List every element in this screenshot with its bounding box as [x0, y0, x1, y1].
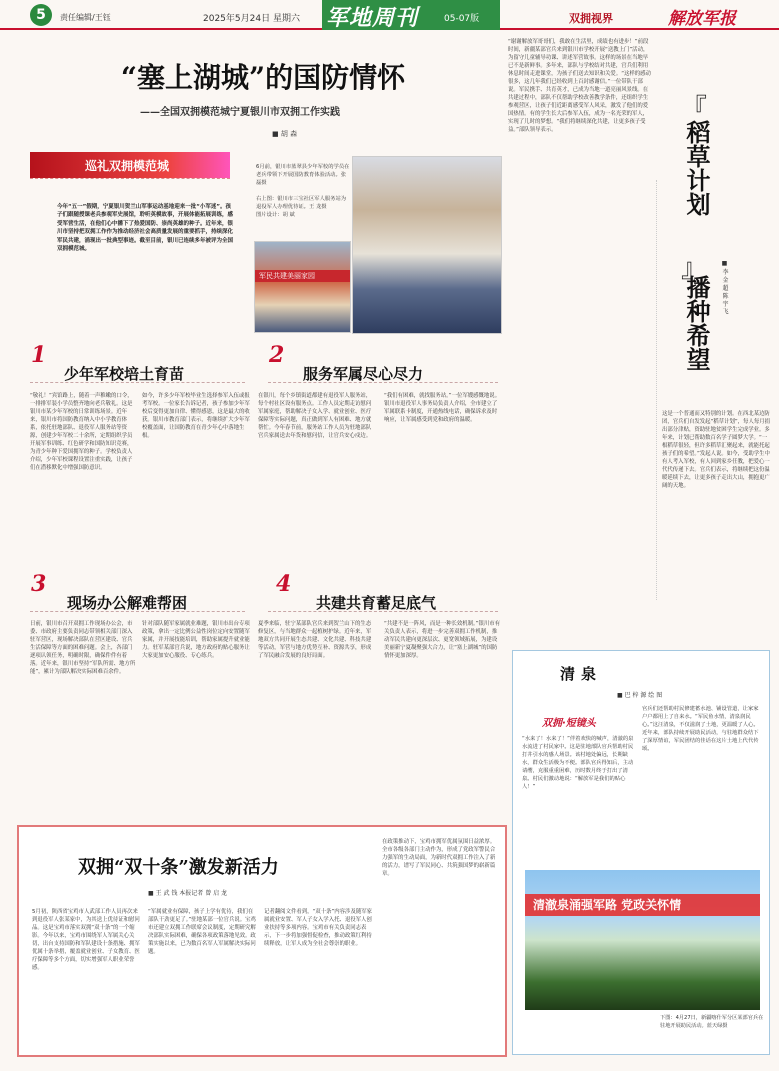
divider — [268, 611, 498, 612]
qingquan-byline: ■ 巴 梓 源 绘 图 — [617, 692, 663, 699]
section-title-3: 现场办公解难帮困 — [67, 594, 188, 612]
shuangshitiao-text-3: 记者翻阅文件看到，“双十条”内容涉及随军家属就业安置、军人子女入学入托、退役军人创业扶持等多项内容。宝鸡市有关负责同志表示，下一步将加强督促检查，推动政策红利持续释放，让军人成为全社会尊崇的职业。 — [264, 909, 373, 947]
qingquan-photo — [525, 870, 760, 1010]
section-name: 双拥视界 — [569, 12, 613, 25]
title-bracket-open: 『 — [681, 94, 708, 124]
feature-subtitle: ——全国双拥模范城宁夏银川市双拥工作实践 — [140, 107, 340, 118]
right-story-byline: ■ 李 金 超 陈 宇 飞 — [721, 260, 728, 315]
shuangshitiao-text-1: 5月初，陕西省宝鸡市人武部工作人员再次来到退役军人张某家中，为其送上优待证和慰问品。这是宝鸡市落实双拥“双十条”的一个缩影。今年以来，宝鸡市围绕军人军属关心关切，出台支持国防和军队建设十条措施、拥军优属十条举措，覆盖就业创业、子女教育、医疗保障等多个方面，切实增强军人职业荣誉感。 — [32, 909, 140, 971]
divider — [268, 382, 498, 383]
series-banner — [30, 152, 230, 178]
feature-photo-small — [254, 241, 351, 333]
qingquan-text-2: 官兵们还帮助村民修建蓄水池、铺设管道，让家家户户都用上了自来水。“军民鱼水情，清泉润民心。”这汪清泉，不仅滋润了土地，更温暖了人心。近年来，部队持续开展助民活动，与驻地群众结下了深厚情谊，军民团结的佳话在这片土地上代代传颂。 — [642, 706, 759, 752]
divider — [30, 611, 245, 612]
column-divider — [656, 180, 657, 600]
right-story-text-2: 这是一个普通而又特别的计划。在西北某边防团，官兵们自发发起“稻草计划”，每人每月捐出部分津贴，资助驻地贫困学生完成学业。多年来，计划已帮助数百名学子圆梦大学。“一根稻草很轻，但许多稻草汇聚起来，就能托起孩子们的希望。”发起人说。如今，受助学生中有人考入军校，有人回到家乡任教，把爱心一代代传递下去。官兵们表示，将继续把这份温暖延续下去，让更多孩子走出大山，拥抱更广阔的天地。 — [662, 411, 771, 489]
section-title-2: 服务军属尽心尽力 — [303, 365, 424, 383]
photo-banner-text: 军民共建美丽家园 — [259, 272, 315, 280]
section-2-text-a: 在银川，每个乡镇街道都建有退役军人服务站，每个村社区设有服务点。工作人员定期走访慰问军属家庭，帮助解决子女入学、就业创业、医疗保障等实际问题，真正做到军人有困难、地方就帮忙。今年春节前，服务站工作人员为驻地部队官兵家属送去年货和慰问信，让官兵安心戍边。 — [258, 393, 372, 439]
section-number-1: 1 — [31, 342, 47, 368]
brand-block — [322, 0, 500, 30]
qingquan-tag — [522, 712, 634, 730]
section-3-text-b: 针对部队随军家属就业难题，银川市出台专项政策，拿出一定比例公益性岗位定向安置随军家属，并开展技能培训，帮助家属提升就业能力。驻军某部官兵说，地方政府的贴心服务让大家更加安心服役、专心练兵。 — [142, 621, 250, 659]
feature-title: “塞上湖城”的国防情怀 — [120, 61, 406, 94]
section-2-text-b: “我们有困难，就找服务站。”一位军嫂感慨地说。银川市退役军人事务局负责人介绍，全市建立了军属联系卡制度，开通热线电话，确保诉求及时响应，让军属感受到党和政府的温暖。 — [384, 393, 501, 423]
qingquan-photo-caption: 下图：4月27日，新疆喀什军分区某部官兵在驻地开展助民活动。蓝天绿摄 — [660, 1015, 764, 1029]
right-story-title: 稻草计划 — [682, 120, 711, 216]
shuangshitiao-title: 双拥“双十条”激发新活力 — [78, 857, 279, 878]
section-title-4: 共建共育蓄足底气 — [316, 594, 437, 612]
section-4-text-a: 夏季来临，驻宁某部队官兵来到贺兰山下的生态修复区，与当地群众一起植树护绿。近年来，军地双方共同开展生态共建、文化共建、科技共建等活动，军营与地方优势互补、资源共享，形成了军民融合发展的良好局面。 — [258, 621, 372, 659]
shuangshitiao-byline: ■ 王 武 钱 本报记者 曾 启 龙 — [148, 890, 228, 897]
right-story-title-tail: 播种希望 — [682, 275, 711, 371]
section-title-1: 少年军校培土育苗 — [64, 365, 185, 383]
feature-photo — [352, 156, 502, 334]
feature-intro: 今年“五一”假期，宁夏银川贺兰山军事运动基地迎来一批“小军迷”。孩子们跟随授课老兵参观军史展馆，聆听英模故事，开展体能拓展训练，感受军营生活，在他们心中播下了热爱国防、崇尚英雄的种子。近年来，银川市坚持把双拥工作作为推动经济社会高质量发展的重要抓手，持续深化军民共建，涌现出一批典型事迹。截至目前，银川已连续多年被评为全国双拥模范城。 — [57, 204, 234, 253]
series-banner-text: 巡礼双拥模范城 — [85, 159, 170, 173]
photo-banner — [255, 270, 350, 282]
masthead — [0, 0, 779, 30]
divider — [30, 382, 245, 383]
section-number-2: 2 — [269, 342, 285, 368]
qingquan-photo-banner — [525, 894, 760, 916]
feature-byline: ■ 胡 森 — [272, 130, 298, 138]
qingquan-photo-banner-text: 清澈泉涌强军路 党政关怀情 — [533, 898, 682, 912]
issue-date: 2025年5月24日 星期六 — [203, 14, 300, 24]
section-3-text-a: 日前，银川市召开双拥工作现场办公会，市委、市政府主要负责同志带领相关部门深入驻军营区，现场解决部队在营区建设、官兵生活保障等方面的困难问题。会上，各部门逐项认领任务，明确时限，确保件件有着落。近年来，银川市坚持“军队所需、地方所能”，累计为部队解决实际困难百余件。 — [30, 621, 136, 675]
banner-ornament — [30, 178, 230, 188]
qingquan-text-1: “水来了！水来了！”伴着欢快的喊声，清澈的泉水流进了村民家中。这是驻地部队官兵帮助村民打井引水的感人场景。该村地处偏远，长期缺水，群众生活极为不便。部队官兵得知后，主动请缨，克服重重困难，历时数月终于打出了清泉。村民们激动地说：“解放军是我们的贴心人！” — [522, 736, 634, 790]
brand-name: 军地周刊 — [326, 6, 419, 31]
section-4-text-b: “共建不是一阵风，而是一种长效机制。”银川市有关负责人表示，将进一步完善双拥工作机制，推动军民共建向更深层次、更宽领域拓展，为建设美丽新宁夏凝聚强大合力，让“塞上湖城”的国防情怀更加深厚。 — [384, 621, 501, 659]
section-number-3: 3 — [31, 571, 47, 597]
qingquan-title: 清泉 — [560, 665, 603, 683]
page-number: 5 — [30, 4, 52, 26]
section-1-text-b: 如今，许多少年军校毕业生选择参军入伍或报考军校。一位家长告诉记者，孩子参加少年军校后变得更加自律、懂得感恩，这是最大的收获。银川市教育部门表示，将继续扩大少年军校覆盖面，让国防教育在青少年心中落地生根。 — [142, 393, 250, 439]
paper-logo: 解放军报 — [668, 9, 736, 29]
shuangshitiao-text-4: 在政策推动下，宝鸡市拥军优属氛围日益浓厚。全市各级各部门主动作为，形成了党政军警民合力强军的生动局面，为新时代双拥工作注入了新的活力，谱写了军民同心、共筑强国梦的崭新篇章。 — [382, 839, 496, 877]
section-1-text-a: “敬礼！”宾馆路上，随着一声稚嫩的口令，一排排军装小学员整齐地向老兵敬礼。这是银川市某少年军校的日常训练场景。近年来，银川市将国防教育纳入中小学教育体系，依托驻地部队、退役军人服务站等资源，创建少年军校二十余所，定期组织学员开展军事训练、红色研学和国防知识竞赛，为青少年种下爱国拥军的种子。学校负责人介绍，少年军校课程设置注重实践，让孩子们在潜移默化中增强国防意识。 — [30, 393, 133, 471]
issue-range: 05-07版 — [444, 14, 480, 24]
qingquan-tag-text: 双拥·短镜头 — [542, 718, 596, 729]
right-story-text: “谢谢解放军哥哥们，我敢在生活里，成绩也有进步！”前段时间，新疆某部官兵来到银川市学校开展“送教上门”活动，为留守儿童辅导功课、讲述军营故事。这样的场景在当地早已不是新鲜事。多年来，部队与学校结对共建，官兵们利用休息时间走进课堂，为孩子们送去知识和关爱。“这样的感动很多，这几年我们已经收到上百封感谢信。”一位带队干部说。军民携手、共育英才，已成为当地一道亮丽风景线。在共建过程中，部队不仅帮助学校改善教学条件，还组织学生参观营区，让孩子们近距离感受军人风采，激发了他们的爱国热情。有的学生长大后参军入伍，成为一名光荣的军人，实现了儿时的梦想。“我们将继续深化共建，让更多孩子受益。”部队领导表示。 — [508, 39, 651, 133]
title-bracket-close: 』 — [681, 254, 708, 284]
editor-credit: 责任编辑/王钰 — [60, 13, 111, 22]
shuangshitiao-text-2: “军属就业有保障，孩子上学有优待，我们在部队干劲更足了。”驻地某部一位官兵说。宝鸡市还建立双拥工作联席会议制度，定期研究解决部队实际困难，确保各项政策落地见效。政策实施以来，已为数百名军人军属解决实际问题。 — [148, 909, 256, 955]
photo-caption: 6月前，银川市蓝翠县少年军校的学员在老兵带领下开展国防教育体验活动。张 磊摄 右上图：银川市三宝社区军人服务站为退役军人办理优待证。王 龙摄 图片设计：胡 斌 — [256, 164, 350, 218]
section-number-4: 4 — [276, 571, 292, 597]
